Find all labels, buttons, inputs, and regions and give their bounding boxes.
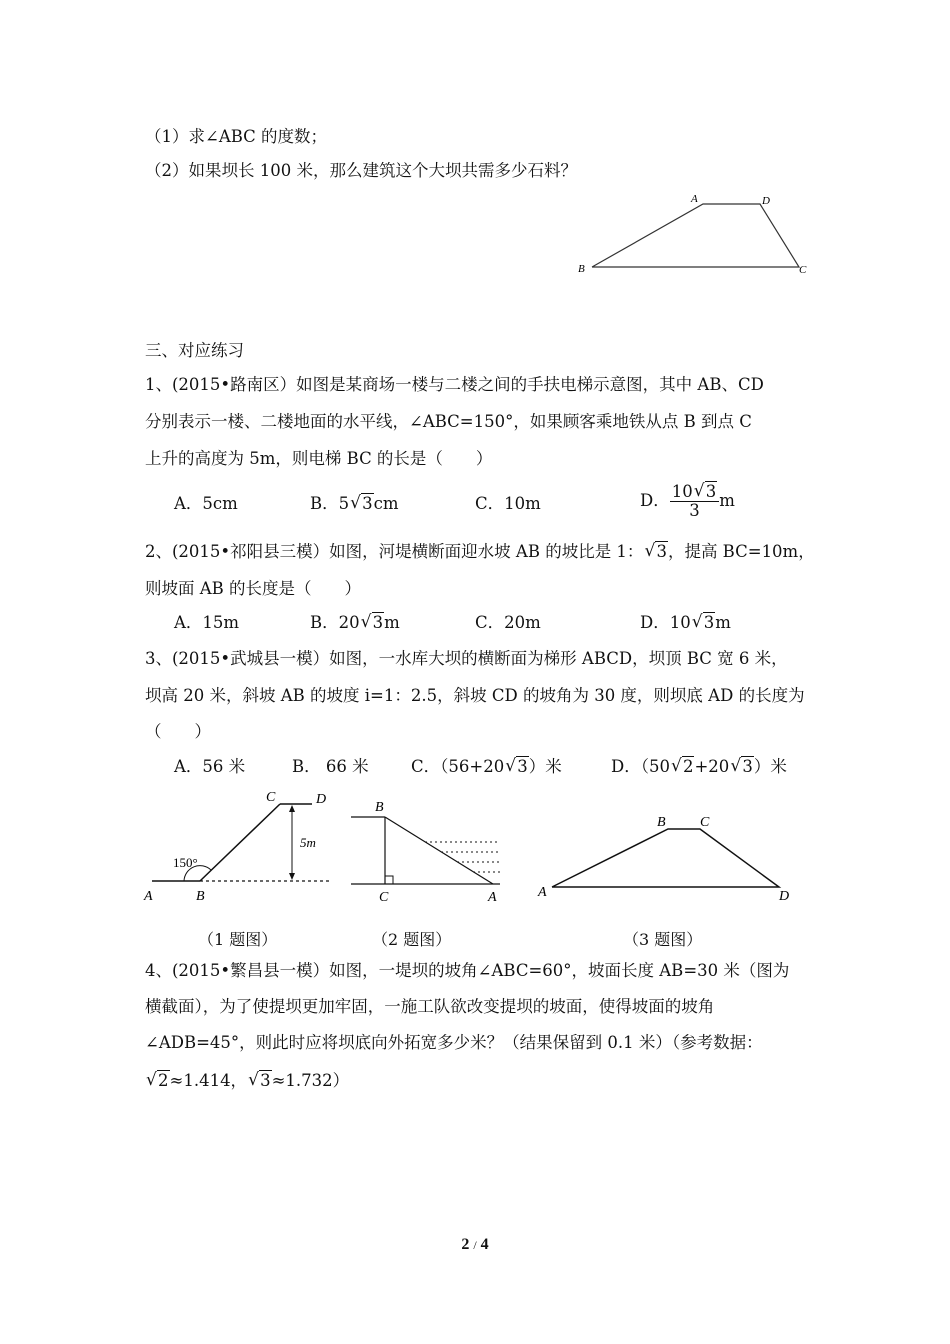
option-b: B．5√ 3cm	[310, 493, 399, 515]
escalator-bc	[200, 804, 280, 881]
problem-3-line-2: 坝高 20 米，斜坡 AB 的坡度 i=1：2.5，斜坡 CD 的坡角为 30 度，则坝底 AD 的长度为	[145, 686, 805, 705]
label-a: A	[691, 193, 698, 205]
option-d: D． $\frac{10√ 3}{3}$ m	[640, 483, 735, 520]
option-b: B．20√ 3m	[310, 612, 400, 634]
problem-3-line-1: 3、(2015•武城县一模）如图，一水库大坝的横断面为梯形 ABCD，坝顶 BC 宽 6 米，	[145, 649, 788, 668]
label-c: C	[379, 890, 389, 905]
option-c: C．10m	[475, 494, 541, 513]
problem-3-line-3: （ ）	[145, 722, 211, 741]
label-b: B	[578, 263, 585, 275]
option-a: A．56 米	[174, 757, 246, 776]
arrow-head-top	[289, 805, 295, 812]
arrow-head-bottom	[289, 873, 295, 880]
question-part-1: （1）求∠ABC 的度数；	[145, 127, 328, 146]
figure-1-caption: （1 题图）	[198, 930, 278, 949]
trapezoid-outline	[552, 829, 779, 887]
reservoir-dam-figure	[535, 808, 800, 908]
figure-2-caption: （2 题图）	[372, 930, 452, 949]
page-number: 2 / 4	[461, 1236, 489, 1253]
option-d: D．10√ 3m	[640, 612, 731, 634]
label-d: D	[316, 792, 327, 807]
label-a: A	[538, 885, 547, 900]
label-d: D	[779, 889, 790, 904]
label-c: C	[266, 790, 276, 805]
problem-4-line-4: √ 2≈1.414，√ 3≈1.732）	[145, 1070, 349, 1092]
option-d: D．（50√ 2+20√ 3）米	[611, 756, 787, 778]
problem-2-line-2: 则坡面 AB 的长度是（ ）	[145, 579, 362, 598]
figure-3-caption: （3 题图）	[623, 930, 703, 949]
option-c: C．（56+20√ 3）米	[411, 756, 562, 778]
option-a: A．5cm	[174, 494, 238, 513]
label-c: C	[799, 264, 807, 276]
problem-1-line-2: 分别表示一楼、二楼地面的水平线，∠ABC=150°，如果顾客乘地铁从点 B 到点 C	[145, 412, 752, 431]
label-c: C	[700, 815, 710, 830]
option-b: B． 66 米	[292, 757, 369, 776]
problem-4-line-1: 4、(2015•繁昌县一模）如图，一堤坝的坡角∠ABC=60°，坡面长度 AB=30 米（图为	[145, 961, 790, 980]
option-c: C．20m	[475, 613, 541, 632]
right-angle-mark	[385, 876, 393, 884]
label-b: B	[196, 889, 205, 904]
height-label: 5m	[300, 835, 316, 850]
trapezoid-outline	[592, 204, 799, 267]
problem-1-line-1: 1、(2015•路南区）如图是某商场一楼与二楼之间的手扶电梯示意图，其中 AB、CD	[145, 375, 764, 394]
label-d: D	[762, 195, 770, 207]
dam-trapezoid-figure	[570, 190, 810, 280]
problem-1-line-3: 上升的高度为 5m，则电梯 BC 的长是（ ）	[145, 449, 493, 468]
escalator-figure	[140, 785, 340, 910]
label-b: B	[657, 815, 666, 830]
label-a: A	[488, 890, 497, 905]
section-title: 三、对应练习	[145, 341, 244, 360]
option-a: A．15m	[174, 613, 240, 632]
label-a: A	[144, 889, 153, 904]
slope-ab	[385, 817, 493, 884]
problem-4-line-3: ∠ADB=45°，则此时应将坝底向外拓宽多少米？（结果保留到 0.1 米）（参考数据：	[145, 1033, 763, 1052]
problem-4-line-2: 横截面），为了使提坝更加牢固，一施工队欲改变提坝的坡面，使得坡面的坡角	[145, 997, 715, 1016]
question-part-2: （2）如果坝长 100 米，那么建筑这个大坝共需多少石料？	[145, 161, 577, 180]
problem-2-line-1: 2、(2015•祁阳县三模）如图，河堤横断面迎水坡 AB 的坡比是 1：√ 3，提高 BC=10m，	[145, 541, 815, 563]
label-b: B	[375, 800, 384, 815]
angle-label: 150°	[173, 855, 198, 870]
riverbank-figure	[345, 795, 515, 910]
